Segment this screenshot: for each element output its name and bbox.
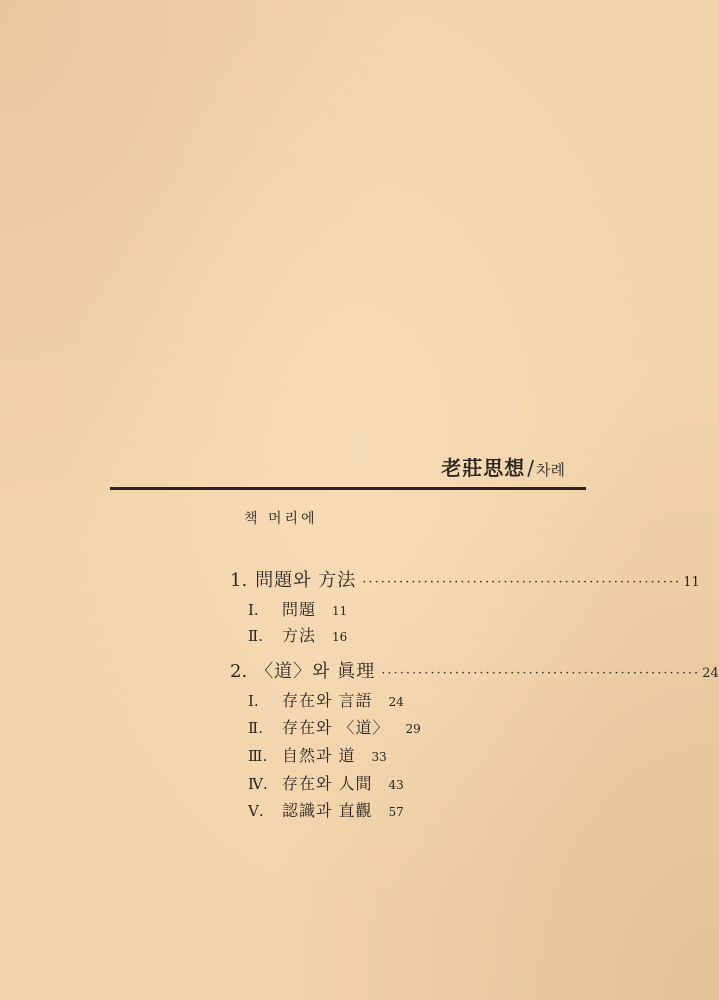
chapter-page: 11 [683,575,700,590]
section-page: 11 [332,604,348,618]
section-title: 認識과 直觀 [282,801,373,820]
toc-section [248,771,404,794]
section-title: 自然과 道 [282,746,356,765]
section-number: Ⅱ. [248,719,263,737]
toc-section [248,743,387,766]
toc-section [248,715,421,738]
toc-section [248,597,347,620]
section-page: 57 [388,805,404,819]
toc-section [248,798,404,821]
toc-heading: 차례 [536,461,565,479]
section-page: 16 [332,630,348,644]
section-number: Ⅰ. [248,692,259,710]
section-title: 存在와 人間 [282,774,373,793]
section-page: 43 [388,778,404,792]
chapter-number: 2. [230,661,248,682]
chapter-title: 〈道〉와 眞理 [255,661,376,682]
section-page: 33 [371,750,387,764]
header-rule [110,487,586,490]
section-title: 存在와 言語 [282,691,373,710]
section-title: 問題 [282,600,317,619]
section-title: 存在와 〈道〉 [282,718,390,737]
section-number: Ⅳ. [248,775,268,793]
dot-leader: ···················································· [362,575,682,590]
section-page: 29 [405,722,421,736]
section-number: Ⅰ. [248,601,259,619]
dot-leader: ···················································· [381,666,701,681]
running-header [441,452,565,481]
section-number: Ⅴ. [248,802,264,820]
section-number: Ⅱ. [248,627,263,645]
section-number: Ⅲ. [248,747,268,765]
chapter-number: 1. [230,570,248,591]
preface-entry: 책 머리에 [244,511,318,527]
toc-section [248,623,347,646]
chapter-title: 問題와 方法 [255,570,357,591]
section-page: 24 [388,695,404,709]
toc-section [248,688,404,711]
chapter-page: 24 [702,666,719,681]
section-title: 方法 [282,626,317,645]
title-slash: / [527,456,535,480]
toc-chapter-1 [230,566,700,592]
book-title: 老莊思想 [441,456,526,480]
toc-chapter-2 [230,657,719,683]
